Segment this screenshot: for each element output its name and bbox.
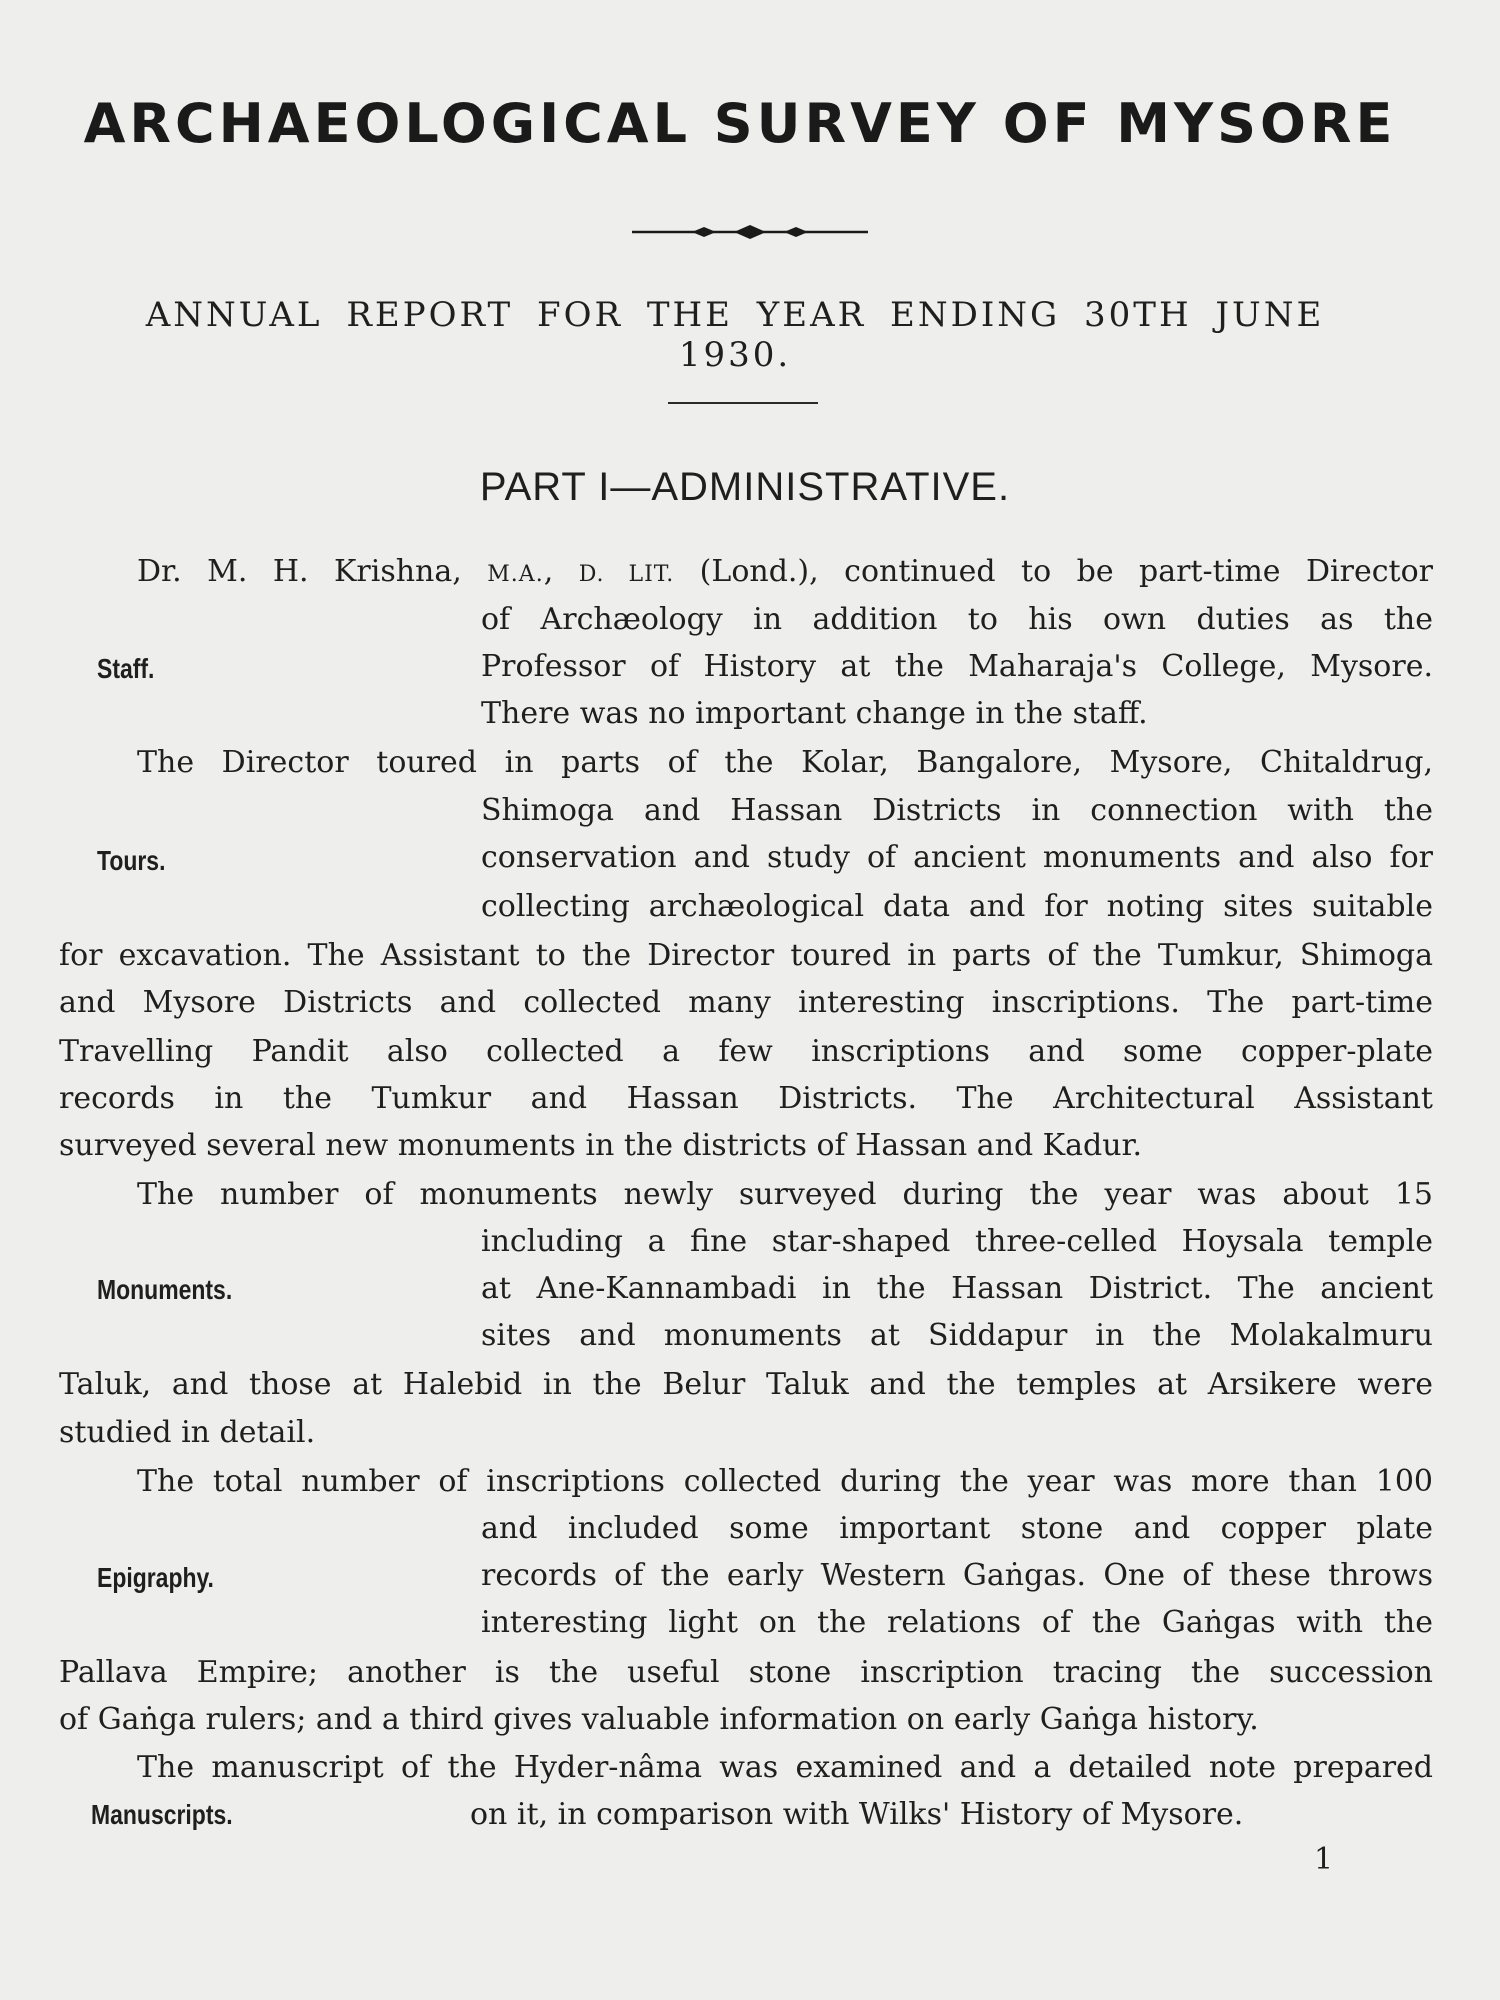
- epigraphy-line-4: interesting light on the relations of the Gaṅgas with the: [481, 1605, 1433, 1640]
- staff-degree-dlit: D. LIT.: [578, 562, 675, 587]
- staff-text-c: (Lond.), continued to be part-time Director: [674, 554, 1434, 589]
- page-number: 1: [1314, 1842, 1334, 1877]
- ornament-divider: [630, 222, 870, 242]
- sidenote-staff: Staff.: [97, 653, 155, 684]
- tours-line-3: conservation and study of ancient monuments and also for: [481, 840, 1433, 875]
- manuscripts-line-1: The manuscript of the Hyder-nâma was examined and a detailed note prepared: [137, 1750, 1433, 1785]
- sidenote-manuscripts: Manuscripts.: [91, 1799, 233, 1830]
- epigraphy-line-3: records of the early Western Gaṅgas. One of these throws: [481, 1558, 1433, 1593]
- sidenote-tours: Tours.: [97, 845, 166, 876]
- staff-degree-ma: M.A.: [487, 562, 544, 587]
- epigraphy-line-6: of Gaṅga rulers; and a third gives valuable information on early Gaṅga history.: [59, 1702, 1259, 1737]
- monuments-line-1: The number of monuments newly surveyed during the year was about 15: [137, 1177, 1433, 1212]
- page-title: ARCHAEOLOGICAL SURVEY OF MYSORE: [83, 92, 1397, 155]
- heading-rule: [668, 402, 818, 404]
- staff-line-3: Professor of History at the Maharaja's College, Mysore.: [481, 649, 1433, 684]
- sidenote-monuments: Monuments.: [97, 1274, 233, 1305]
- report-subtitle: ANNUAL REPORT FOR THE YEAR ENDING 30TH JUNE 1930.: [145, 295, 1325, 375]
- monuments-line-4: sites and monuments at Siddapur in the Molakalmuru: [481, 1318, 1433, 1353]
- staff-line-2: of Archæology in addition to his own duties as the: [481, 602, 1433, 637]
- part-heading: PART I—ADMINISTRATIVE.: [479, 465, 1011, 509]
- monuments-line-6: studied in detail.: [59, 1415, 316, 1450]
- tours-line-5: for excavation. The Assistant to the Director toured in parts of the Tumkur, Shimoga: [59, 938, 1433, 973]
- monuments-line-3: at Ane-Kannambadi in the Hassan District. The ancient: [481, 1271, 1433, 1306]
- epigraphy-line-1: The total number of inscriptions collected during the year was more than 100: [137, 1464, 1433, 1499]
- staff-text-a: Dr. M. H. Krishna,: [137, 554, 488, 589]
- tours-line-6: and Mysore Districts and collected many interesting inscriptions. The part-time: [59, 985, 1433, 1020]
- staff-line-1: [137, 554, 1433, 593]
- monuments-line-2: including a fine star-shaped three-celled Hoysala temple: [481, 1224, 1433, 1259]
- sidenote-epigraphy: Epigraphy.: [97, 1562, 214, 1593]
- tours-line-8: records in the Tumkur and Hassan Districts. The Architectural Assistant: [59, 1081, 1433, 1116]
- tours-line-2: Shimoga and Hassan Districts in connection with the: [481, 793, 1433, 828]
- tours-line-1: The Director toured in parts of the Kolar, Bangalore, Mysore, Chitaldrug,: [137, 745, 1433, 780]
- monuments-line-5: Taluk, and those at Halebid in the Belur Taluk and the temples at Arsikere were: [59, 1367, 1433, 1402]
- manuscripts-line-2: on it, in comparison with Wilks' History of Mysore.: [470, 1797, 1244, 1832]
- tours-line-7: Travelling Pandit also collected a few inscriptions and some copper-plate: [59, 1034, 1433, 1069]
- tours-line-9: surveyed several new monuments in the districts of Hassan and Kadur.: [59, 1128, 1143, 1163]
- epigraphy-line-5: Pallava Empire; another is the useful stone inscription tracing the succession: [59, 1655, 1433, 1690]
- epigraphy-line-2: and included some important stone and copper plate: [481, 1511, 1433, 1546]
- staff-text-b: ,: [543, 554, 579, 589]
- staff-line-4: There was no important change in the staff.: [481, 696, 1148, 731]
- tours-line-4: collecting archæological data and for noting sites suitable: [481, 889, 1433, 924]
